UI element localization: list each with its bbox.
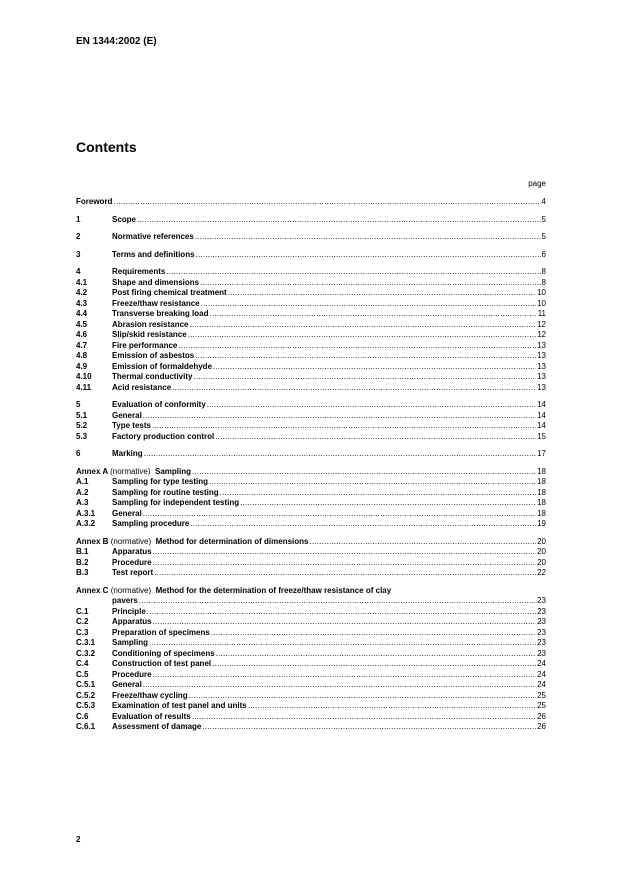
toc-leader <box>178 341 536 352</box>
toc-leader <box>210 309 537 320</box>
toc-entry-number: A.3.1 <box>76 508 96 518</box>
toc-entry-title: Type tests <box>112 421 151 430</box>
toc-leader <box>201 299 536 310</box>
toc-entry-number: 4.11 <box>76 382 92 392</box>
toc-leader <box>209 477 536 488</box>
toc-leader <box>248 701 536 712</box>
toc-entry[interactable] <box>76 649 546 660</box>
toc-entry[interactable] <box>76 670 546 681</box>
toc-page: 23 <box>537 648 546 658</box>
toc-leader <box>188 330 536 341</box>
toc-entry[interactable] <box>76 383 546 394</box>
toc-page: 18 <box>537 498 546 507</box>
toc-page: 13 <box>537 351 546 360</box>
toc-leader <box>144 449 536 460</box>
toc-entry-title: Shape and dimensions <box>112 277 200 287</box>
toc-leader <box>228 288 536 299</box>
toc-entry-title: Evaluation of conformity <box>112 400 206 409</box>
toc-entry-number: C.5.3 <box>76 701 96 710</box>
toc-leader <box>192 467 536 478</box>
toc-page: 4 <box>541 197 546 206</box>
toc-leader <box>207 400 536 411</box>
toc-entry-continued[interactable] <box>112 596 546 607</box>
toc-entry-title: Freeze/thaw cycling <box>112 690 188 700</box>
toc-entry-title: Terms and definitions <box>112 249 195 259</box>
toc-entry-number: C.3 <box>76 627 89 637</box>
toc-page: 26 <box>537 722 546 731</box>
toc-entry[interactable] <box>76 278 546 289</box>
toc-entry-number: 4.4 <box>76 309 88 318</box>
toc-entry-title: Fire performance <box>112 340 178 350</box>
toc-entry[interactable] <box>76 568 546 579</box>
toc-leader <box>172 383 536 394</box>
toc-entry-number: C.5 <box>76 669 89 679</box>
toc-page: 14 <box>537 421 546 430</box>
toc-entry[interactable] <box>76 607 546 618</box>
toc-entry-number: B.3 <box>76 568 89 577</box>
toc-entry-title: Factory production control <box>112 431 215 441</box>
toc-leader <box>212 659 536 670</box>
toc-entry-number: C.5.2 <box>76 690 96 700</box>
toc-leader <box>153 670 537 681</box>
toc-entry[interactable] <box>76 411 546 422</box>
toc-page: 25 <box>537 690 546 700</box>
toc-leader <box>195 232 541 243</box>
toc-leader <box>154 568 536 579</box>
toc-entry-title: Thermal conductivity <box>112 372 193 381</box>
toc-page: 23 <box>537 627 546 637</box>
toc-page: 26 <box>537 711 546 721</box>
toc-leader <box>216 649 536 660</box>
toc-leader <box>113 197 540 208</box>
toc-entry-title: Examination of test panel and units <box>112 701 247 710</box>
toc-entry-number: 4.1 <box>76 277 88 287</box>
toc-page: 20 <box>537 536 546 546</box>
toc-leader <box>153 558 537 569</box>
toc-entry[interactable] <box>76 498 546 509</box>
toc-entry-number: 6 <box>76 449 81 458</box>
toc-leader <box>240 498 536 509</box>
toc-entry-number: C.3.2 <box>76 648 96 658</box>
toc-entry[interactable] <box>76 330 546 341</box>
toc-entry[interactable] <box>76 449 546 460</box>
toc-entry-number: 4.2 <box>76 288 88 297</box>
toc-entry-number: 4.6 <box>76 330 88 339</box>
toc-page: 25 <box>537 701 546 710</box>
toc-entry-number: B.2 <box>76 557 89 567</box>
toc-page: 11 <box>537 309 546 318</box>
toc-leader <box>166 267 540 278</box>
toc-entry-title: Sampling for type testing <box>112 477 209 486</box>
toc-entry-title: General <box>112 680 142 689</box>
toc-page: 19 <box>537 519 546 528</box>
toc-entry-title: Construction of test panel <box>112 659 212 668</box>
page-title: Contents <box>76 139 137 155</box>
toc-page: 10 <box>537 288 546 297</box>
toc-entry[interactable] <box>76 558 546 569</box>
toc-entry[interactable] <box>76 467 546 478</box>
toc-entry-number: 4.5 <box>76 319 88 329</box>
toc-entry-title: Transverse breaking load <box>112 309 209 318</box>
toc-entry-title: Normative references <box>112 232 194 241</box>
toc-page: 13 <box>537 361 546 371</box>
toc-leader <box>152 421 536 432</box>
toc-page: 14 <box>537 410 546 420</box>
toc-page: 13 <box>537 372 546 381</box>
toc-entry-title: Principle <box>112 606 146 616</box>
toc-page: 13 <box>537 340 546 350</box>
toc-leader <box>192 712 536 723</box>
toc-page: 18 <box>537 487 546 497</box>
toc-entry-title: Post firing chemical treatment <box>112 288 227 297</box>
toc-annex-heading: Annex A (normative) Sampling <box>76 466 192 476</box>
toc-entry-number: C.2 <box>76 617 89 626</box>
toc-entry-title: Preparation of specimens <box>112 627 210 637</box>
toc-entry[interactable] <box>76 638 546 649</box>
toc-annex-heading: Annex B (normative) Method for determination of dimensions <box>76 536 309 546</box>
toc-leader <box>190 519 536 530</box>
toc-entry[interactable] <box>76 362 546 373</box>
toc-page: 18 <box>537 466 546 476</box>
toc-entry[interactable] <box>76 488 546 499</box>
toc-page: 17 <box>537 449 546 458</box>
toc-entry[interactable] <box>76 250 546 261</box>
toc-entry-title: Slip/skid resistance <box>112 330 187 339</box>
toc-entry-number: C.4 <box>76 659 89 668</box>
toc-entry-title: Evaluation of results <box>112 711 191 721</box>
toc-entry[interactable] <box>76 215 546 226</box>
toc-entry-number: 4 <box>76 267 81 276</box>
toc-entry[interactable] <box>76 421 546 432</box>
toc-entry[interactable] <box>76 617 546 628</box>
toc-leader <box>309 537 536 548</box>
toc-page: 24 <box>537 669 546 679</box>
toc-entry-title: Emission of formaldehyde <box>112 361 213 371</box>
toc-page: 18 <box>537 477 546 486</box>
toc-entry-title: Procedure <box>112 557 152 567</box>
toc-entry-number: C.6 <box>76 711 89 721</box>
toc-entry-number: 5.2 <box>76 421 88 430</box>
toc-entry[interactable] <box>76 722 546 733</box>
toc-leader <box>211 628 536 639</box>
toc-entry[interactable] <box>76 299 546 310</box>
toc-leader <box>220 488 536 499</box>
toc-entry[interactable] <box>76 680 546 691</box>
toc-entry-number: A.3 <box>76 498 89 507</box>
toc-entry-title: Abrasion resistance <box>112 319 189 329</box>
toc-entry[interactable] <box>76 197 546 208</box>
toc-page: 6 <box>541 249 546 259</box>
toc-entry-number: 4.7 <box>76 340 88 350</box>
toc-entry[interactable] <box>76 701 546 712</box>
toc-page: 8 <box>541 277 546 287</box>
toc-entry-title: Foreword <box>76 197 113 206</box>
toc-entry-title: General <box>112 410 142 420</box>
toc-entry[interactable] <box>76 351 546 362</box>
toc-leader <box>200 278 540 289</box>
toc-entry-title: pavers <box>112 596 138 605</box>
toc-entry-number: C.5.1 <box>76 680 96 689</box>
toc-entry-number: 5.1 <box>76 410 88 420</box>
toc-entry[interactable] <box>76 659 546 670</box>
toc-entry-title: Sampling procedure <box>112 519 190 528</box>
document-id: EN 1344:2002 (E) <box>76 36 157 47</box>
toc-entry-number: B.1 <box>76 547 89 556</box>
toc-page: 20 <box>537 547 546 556</box>
toc-page: 15 <box>537 431 546 441</box>
toc-entry-number: 4.3 <box>76 298 88 308</box>
toc-leader <box>149 638 536 649</box>
toc-entry-number: 4.9 <box>76 361 88 371</box>
toc-entry[interactable] <box>76 400 546 411</box>
toc-page: 12 <box>537 330 546 339</box>
toc-entry-title: Conditioning of specimens <box>112 648 215 658</box>
toc-annex-heading: Annex C (normative) Method for the determination of freeze/thaw resistance of clay <box>76 585 392 595</box>
toc-page: 23 <box>537 617 546 626</box>
toc-entry-title: General <box>112 508 142 518</box>
toc-page: 23 <box>537 638 546 647</box>
toc-entry-title: Sampling <box>112 638 149 647</box>
toc-entry-title: Acid resistance <box>112 382 172 392</box>
toc-page: 5 <box>541 214 546 224</box>
table-of-contents <box>76 197 546 733</box>
toc-entry-number: A.3.2 <box>76 519 96 528</box>
toc-entry[interactable] <box>76 232 546 243</box>
toc-entry-title: Assessment of damage <box>112 722 202 731</box>
toc-entry-title: Sampling for independent testing <box>112 498 240 507</box>
toc-entry[interactable] <box>76 628 546 639</box>
toc-entry-number: 1 <box>76 214 81 224</box>
toc-entry-number: A.1 <box>76 477 89 486</box>
toc-page: 18 <box>537 508 546 518</box>
toc-entry[interactable] <box>76 341 546 352</box>
toc-entry[interactable] <box>76 372 546 383</box>
toc-leader <box>137 215 541 226</box>
toc-page: 5 <box>541 232 546 241</box>
toc-entry-title: Apparatus <box>112 547 152 556</box>
toc-page: 23 <box>537 606 546 616</box>
toc-entry-title: Sampling for routine testing <box>112 487 219 497</box>
page-number: 2 <box>76 835 81 844</box>
toc-page: 10 <box>537 298 546 308</box>
toc-page: 13 <box>537 382 546 392</box>
toc-page: 24 <box>537 680 546 689</box>
toc-leader <box>143 509 536 520</box>
toc-leader <box>195 351 536 362</box>
toc-entry-title: Apparatus <box>112 617 152 626</box>
toc-entry-title: Procedure <box>112 669 152 679</box>
toc-leader <box>215 432 536 443</box>
toc-entry-title: Scope <box>112 214 137 224</box>
toc-leader <box>189 691 537 702</box>
toc-entry[interactable] <box>76 320 546 331</box>
toc-entry[interactable] <box>76 691 546 702</box>
toc-leader <box>189 320 536 331</box>
toc-entry-number: 5 <box>76 400 81 409</box>
toc-entry[interactable] <box>76 309 546 320</box>
toc-entry[interactable] <box>76 537 546 548</box>
toc-leader <box>153 547 537 558</box>
toc-entry-title: Requirements <box>112 267 166 276</box>
toc-page: 20 <box>537 557 546 567</box>
toc-entry-number: 2 <box>76 232 81 241</box>
toc-entry-title: Test report <box>112 568 154 577</box>
toc-entry[interactable] <box>76 477 546 488</box>
toc-leader <box>196 250 541 261</box>
toc-page: 24 <box>537 659 546 668</box>
toc-leader <box>202 722 536 733</box>
toc-entry[interactable] <box>76 509 546 520</box>
page-column-label: page <box>528 179 546 188</box>
toc-leader <box>143 680 536 691</box>
toc-page: 8 <box>541 267 546 276</box>
toc-entry-title: Marking <box>112 449 143 458</box>
toc-leader <box>153 617 537 628</box>
toc-leader <box>193 372 536 383</box>
toc-entry-number: 5.3 <box>76 431 88 441</box>
toc-entry[interactable] <box>76 267 546 278</box>
toc-entry-number: 4.10 <box>76 372 92 381</box>
toc-entry-number: C.3.1 <box>76 638 96 647</box>
toc-leader <box>213 362 536 373</box>
toc-leader <box>147 607 536 618</box>
toc-entry-number: 3 <box>76 249 81 259</box>
toc-entry-title: Freeze/thaw resistance <box>112 298 200 308</box>
toc-page: 22 <box>537 568 546 577</box>
toc-entry-number: A.2 <box>76 487 89 497</box>
toc-entry[interactable] <box>76 288 546 299</box>
toc-entry[interactable] <box>76 432 546 443</box>
toc-entry-title: Emission of asbestos <box>112 351 195 360</box>
toc-page: 14 <box>537 400 546 409</box>
toc-entry-number: 4.8 <box>76 351 88 360</box>
toc-entry[interactable] <box>76 519 546 530</box>
toc-entry-number: C.1 <box>76 606 89 616</box>
toc-entry[interactable] <box>76 586 546 597</box>
toc-leader <box>143 411 536 422</box>
toc-entry-number: C.6.1 <box>76 722 96 731</box>
toc-leader <box>139 596 536 607</box>
toc-entry[interactable] <box>76 712 546 723</box>
toc-page: 12 <box>537 319 546 329</box>
toc-entry[interactable] <box>76 547 546 558</box>
toc-page: 23 <box>537 596 546 605</box>
